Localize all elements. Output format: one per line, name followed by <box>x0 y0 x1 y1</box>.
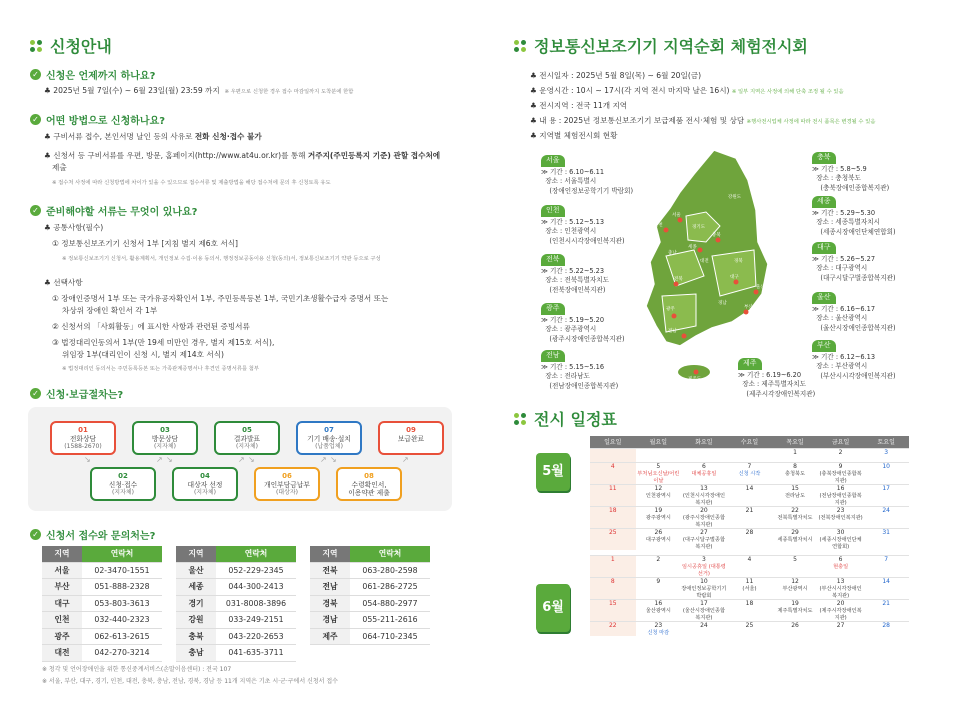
day-event: 광주광역시 <box>645 514 671 521</box>
how-text-1: ♣ 구비서류 접수, 본인서명 날인 등의 사유로 전화 신청·접수 불가 <box>44 132 262 141</box>
calendar-day <box>681 506 727 528</box>
region-sejong: 세종 ≫ 기간 : 5.29~5.30 장소 : 세종특별자치시 (세종시장애인단체연합회) <box>812 197 896 236</box>
day-number: 1 <box>610 556 615 563</box>
day-number: 3 <box>884 448 889 456</box>
day-number: 27 <box>836 622 845 629</box>
day-event: (대구시달구벌종합복지관) <box>682 536 725 550</box>
common-note: ※ 정보통신보조기기 신청서, 활용계획서, 개인정보 수집·이용 동의서, 행정정보공동이용 신청(동의)서, 정보통신보조기기 약관 등으로 구성 <box>62 256 381 262</box>
region-ulsan: 울산 ≫ 기간 : 6.16~6.17 장소 : 울산광역시 (울산시장애인종합복지관) <box>812 293 896 332</box>
map-label: 대구 <box>730 275 739 280</box>
map-label: 경기도 <box>692 225 706 230</box>
calendar-week <box>590 578 909 600</box>
map-labels <box>636 146 786 386</box>
question-how: ✓ 어떤 방법으로 신청하나요? <box>30 112 165 127</box>
calendar-day <box>590 622 636 637</box>
calendar-week <box>590 448 909 462</box>
day-event: 현충일 <box>833 564 849 570</box>
day-number: 9 <box>838 462 843 470</box>
day-number: 17 <box>700 600 708 607</box>
day-event: 신청 마감 <box>647 630 670 636</box>
how-text-2: ♣ 신청서 등 구비서류를 우편, 방문, 홈페이지(http://www.at4u.or.kr)를 통해 거주지(주민등록지 기준) 관할 접수처에 <box>44 151 441 160</box>
region-busan: 부산 ≫ 기간 : 6.12~6.13 장소 : 부산광역시 (부산시시각장애인복지관) <box>812 341 896 380</box>
optional-item-1-cont: 차상위 장애인 확인서 각 1부 <box>62 306 158 315</box>
calendar-day <box>818 462 864 484</box>
calendar-day <box>727 484 773 506</box>
step-05: 05 결과발표 (지자체) <box>214 421 280 455</box>
day-number: 19 <box>791 600 799 607</box>
exhibition-calendar: 일요일 월요일 화요일 수요일 목요일 금요일 토요일 1 2 3 4 5 부처님오신날/어린이날 6 대체공휴일 7 신청 시작 8 충청북도 9 (충북장애인종합복지관) 10 11 12 인천광역시 13 (인천시시각장애인복지관) 14 15 전라남도 16 (전남장애인종합복지관) 17 18 19 광주광역시 20 (광주시장애인종합복지관) 21 22 전북특별자치도 23 (전북장애인복지관) 24 25 26 대구광역시 27 (대구시달구벌종합복지관) 28 29 세종특별자치시 30 (세종시장애인단체연합회) 31 1 2 3 임시공휴일 (대통령선거) 4 5 6 현충일 7 8 9 10 장애인정보공학기기 박람회 11 (서울) 12 부산광역시 13 (부산시시각장애인복지관) 14 15 16 울산광역시 17 (울산시장애인종합복지관) 18 19 제주특별자치도 20 (제주시각장애인복지관) 21 22 23 신청 마감 24 25 26 27 28 <box>590 436 909 636</box>
map-label: 강원도 <box>728 195 742 200</box>
step-04: 04 대상자 선정 (지자체) <box>172 467 238 501</box>
day-event: (인천시시각장애인복지관) <box>682 492 725 506</box>
calendar-day <box>636 528 682 550</box>
calendar-day <box>818 506 864 528</box>
calendar-day <box>863 622 909 637</box>
map-label: 인천 <box>654 223 663 228</box>
calendar-day <box>590 600 636 622</box>
day-number: 1 <box>793 448 797 456</box>
calendar-week <box>590 556 909 578</box>
calendar-day <box>772 462 818 484</box>
deadline-text: ♣ 2025년 5월 7일(수) ~ 6월 23일(월) 23:59 까지 ※ 우편으로 신청한 경우 접수 마감일까지 도착분에 한함 <box>44 86 354 95</box>
day-number: 5 <box>656 462 661 470</box>
calendar-day <box>681 556 727 578</box>
arrow-icon: ↘ <box>84 455 91 464</box>
region-jeonnam: 전남 ≫ 기간 : 5.15~5.16 장소 : 전라남도 (전남장애인종합복지관) <box>541 351 619 390</box>
day-event: 전북특별자치도 <box>777 514 813 521</box>
day-event: 부산광역시 <box>782 586 808 592</box>
calendar-day <box>818 600 864 622</box>
day-number: 24 <box>700 622 708 629</box>
contact-table-2: 지역 연락처 울산 052-229-2345 세종 044-300-2413 경기 031-8008-3896 강원 033-249-2151 충북 043-220-2653 충남 041-635-3711 <box>176 546 296 662</box>
calendar-day <box>818 578 864 600</box>
calendar-day <box>772 600 818 622</box>
day-number: 7 <box>884 556 889 563</box>
info-status: ♣ 지역별 체험전시회 현황 <box>530 131 618 140</box>
info-regions: ♣ 전시지역 : 전국 11개 지역 <box>530 101 628 110</box>
day-number: 16 <box>654 600 663 607</box>
day-number: 5 <box>793 556 797 563</box>
region-gwangju: 광주 ≫ 기간 : 5.19~5.20 장소 : 광주광역시 (광주시장애인종합복지관) <box>541 304 625 343</box>
day-event: 충청북도 <box>785 470 806 477</box>
check-icon: ✓ <box>30 114 41 125</box>
check-icon: ✓ <box>30 205 41 216</box>
calendar-day <box>681 622 727 637</box>
day-number: 6 <box>838 556 843 563</box>
day-event: (울산시장애인종합복지관) <box>682 608 725 621</box>
calendar-day <box>772 448 818 462</box>
contact-table-1: 지역 연락처 서울 02-3470-1551 부산 051-888-2328 대구 053-803-3613 인천 032-440-2323 광주 062-613-2615 대전 042-270-3214 <box>42 546 162 662</box>
calendar-day <box>727 448 773 462</box>
day-number: 28 <box>745 528 754 536</box>
day-number: 12 <box>654 484 663 492</box>
calendar-day <box>863 528 909 550</box>
calendar-day <box>636 448 682 462</box>
calendar-day <box>727 578 773 600</box>
calendar-day <box>772 556 818 578</box>
calendar-day <box>863 448 909 462</box>
day-event: (부산시시각장애인복지관) <box>819 586 862 599</box>
day-event: 인천광역시 <box>645 492 671 499</box>
section-title-exhibition: 정보통신보조기기 지역순회 체험전시회 <box>514 34 808 57</box>
day-number: 13 <box>700 484 708 492</box>
map-label: 충남 <box>668 251 677 256</box>
check-icon: ✓ <box>30 69 41 80</box>
step-08: 08 수령확인서, 이용약관 제출 <box>336 467 402 501</box>
step-09: 09 보급완료 <box>378 421 444 455</box>
day-number: 18 <box>608 506 617 514</box>
optional-item-3-cont: 위임장 1부(대리인이 신청 시, 별지 제14호 서식) <box>62 350 225 359</box>
day-number: 11 <box>608 484 617 492</box>
optional-heading: ♣ 선택사항 <box>44 278 83 287</box>
calendar-day <box>681 600 727 622</box>
day-event: 전라남도 <box>785 492 806 499</box>
calendar-week <box>590 600 909 622</box>
day-event: (광주시장애인종합복지관) <box>682 514 725 528</box>
calendar-day <box>681 528 727 550</box>
calendar-day <box>636 622 682 637</box>
info-date: ♣ 전시일자 : 2025년 5월 8일(목) ~ 6월 20일(금) <box>530 71 702 80</box>
calendar-day <box>863 578 909 600</box>
map-label: 전북 <box>674 277 683 282</box>
day-number: 21 <box>882 600 890 607</box>
step-03: 03 방문상담 (지자체) <box>132 421 198 455</box>
day-number: 20 <box>836 600 845 607</box>
calendar-day <box>590 484 636 506</box>
day-number: 21 <box>745 506 754 514</box>
dots-icon <box>514 40 526 52</box>
day-event: (서울) <box>742 586 757 592</box>
day-number: 28 <box>882 622 890 629</box>
arrow-icon: ↗ <box>402 455 409 464</box>
calendar-day <box>636 556 682 578</box>
region-incheon: 인천 ≫ 기간 : 5.12~5.13 장소 : 인천광역시 (인천시시각장애인복지관) <box>541 206 625 245</box>
map-label: 울산 <box>756 285 765 290</box>
calendar-day <box>818 448 864 462</box>
day-event: (제주시각장애인복지관) <box>819 608 862 621</box>
map-label: 부산 <box>744 305 753 310</box>
day-number: 10 <box>700 578 708 585</box>
day-number: 25 <box>608 528 617 536</box>
calendar-day <box>590 506 636 528</box>
arrow-icon: ↗ <box>156 455 163 464</box>
region-seoul: 서울 ≫ 기간 : 6.10~6.11 장소 : 서울특별시 (장애인정보공학기기 박람회) <box>541 156 634 195</box>
arrow-icon: ↘ <box>166 455 173 464</box>
day-number: 30 <box>836 528 845 536</box>
day-number: 2 <box>838 448 843 456</box>
calendar-day <box>818 484 864 506</box>
calendar-day <box>590 528 636 550</box>
calendar-day <box>727 528 773 550</box>
june-weeks <box>590 556 909 637</box>
calendar-day <box>681 462 727 484</box>
day-number: 14 <box>882 578 890 585</box>
day-number: 19 <box>654 506 663 514</box>
region-daegu: 대구 ≫ 기간 : 5.26~5.27 장소 : 대구광역시 (대구시달구벌종합복지관) <box>812 243 896 282</box>
calendar-day <box>636 484 682 506</box>
map-label: 경남 <box>718 301 727 306</box>
step-06: 06 개인부담금납부 (대상자) <box>254 467 320 501</box>
day-number: 2 <box>656 556 661 563</box>
calendar-day <box>818 528 864 550</box>
optional-item-2: ② 신청서의 「사회활동」에 표시한 사항과 관련된 증빙서류 <box>52 322 250 331</box>
optional-item-3: ③ 법정대리인동의서 1부(만 19세 미만인 경우, 별지 제15호 서식), <box>52 338 275 347</box>
calendar-day <box>863 484 909 506</box>
day-number: 6 <box>701 462 706 470</box>
calendar-week <box>590 484 909 506</box>
day-number: 20 <box>700 506 708 514</box>
section-title-application: 신청안내 <box>30 34 112 57</box>
calendar-day <box>818 556 864 578</box>
region-chungbuk: 충북 ≫ 기간 : 5.8~5.9 장소 : 충청북도 (충북장애인종합복지관) <box>812 153 890 192</box>
check-icon: ✓ <box>30 388 41 399</box>
day-number: 4 <box>610 462 615 470</box>
optional-item-1: ① 장애인증명서 1부 또는 국가유공자확인서 1부, 주민등록등본 1부, 국민기초생활수급자 증명서 또는 <box>52 294 389 303</box>
calendar-day <box>863 506 909 528</box>
day-event: 임시공휴일 (대통령선거) <box>682 564 726 577</box>
arrow-icon: ↘ <box>248 455 255 464</box>
section-title-schedule: 전시 일정표 <box>514 407 617 430</box>
calendar-day <box>863 556 909 578</box>
day-event: 대체공휴일 <box>691 470 717 477</box>
map-label: 세종 <box>688 245 697 250</box>
optional-note: ※ 법정대리인 동의서는 주민등록등본 또는 가족관계증명서나 후견인 증명서류를 첨부 <box>62 366 259 372</box>
calendar-day <box>636 578 682 600</box>
common-heading: ♣ 공통사항(필수) <box>44 223 104 232</box>
map-label: 제주도 <box>688 377 702 382</box>
arrow-icon: ↘ <box>330 455 337 464</box>
process-flow <box>28 407 452 511</box>
calendar-day <box>772 622 818 637</box>
calendar-day <box>636 506 682 528</box>
calendar-day <box>863 600 909 622</box>
calendar-day <box>727 462 773 484</box>
step-02: 02 신청·접수 (지자체) <box>90 467 156 501</box>
day-number: 31 <box>882 528 890 536</box>
day-number: 12 <box>791 578 799 585</box>
question-documents: ✓ 준비해야할 서류는 무엇이 있나요? <box>30 203 198 218</box>
how-text-2-cont: 제출 <box>52 163 67 172</box>
step-07: 07 기기 배송·설치 (납품업체) <box>296 421 362 455</box>
calendar-day <box>681 448 727 462</box>
may-weeks <box>590 448 909 550</box>
day-number: 8 <box>610 578 615 585</box>
question-when: ✓ 신청은 언제까지 하나요? <box>30 67 155 82</box>
arrow-icon: ↗ <box>320 455 327 464</box>
day-event: 울산광역시 <box>645 608 671 614</box>
day-event: 장애인정보공학기기 박람회 <box>681 586 727 599</box>
day-number: 23 <box>836 506 845 514</box>
calendar-day <box>772 578 818 600</box>
map-label: 광주 <box>666 307 675 312</box>
day-number: 7 <box>747 462 752 470</box>
day-number: 16 <box>836 484 845 492</box>
day-event: (충북장애인종합복지관) <box>819 470 862 484</box>
calendar-day <box>590 448 636 462</box>
day-number: 17 <box>882 484 890 492</box>
footnote-relay: ※ 청각 및 언어장애인을 위한 통신중계서비스(손말이음센터) : 전국 107 <box>42 666 232 673</box>
step-01: 01 전화상담 (1588-2670) <box>50 421 116 455</box>
info-hours: ♣ 운영시간 : 10시 ~ 17시(각 지역 전시 마지막 날은 16시) ※ 일부 지역은 사정에 의해 단축 조정 될 수 있음 <box>530 86 844 95</box>
check-icon: ✓ <box>30 529 41 540</box>
month-may-badge: 5월 <box>536 453 570 491</box>
map-label: 전남 <box>668 329 677 334</box>
day-number: 15 <box>608 600 617 607</box>
day-number: 9 <box>656 578 661 585</box>
map-label: 대전 <box>700 259 709 264</box>
day-number: 11 <box>745 578 754 585</box>
day-number: 13 <box>836 578 845 585</box>
calendar-day <box>818 622 864 637</box>
day-event: 신청 시작 <box>738 470 761 477</box>
arrow-icon: ↗ <box>238 455 245 464</box>
dots-icon <box>30 40 42 52</box>
region-jeju: 제주 ≫ 기간 : 6.19~6.20 장소 : 제주특별자치도 (제주시각장애인복지관) <box>738 359 816 398</box>
calendar-day <box>727 622 773 637</box>
day-event: 대구광역시 <box>645 536 671 543</box>
calendar-day <box>772 484 818 506</box>
how-note: ※ 접수처 사정에 따라 신청방법에 차이가 있을 수 있으므로 접수서류 및 제출방법을 해당 접수처에 문의 후 신청토록 유도 <box>52 180 331 186</box>
info-content: ♣ 내 용 : 2025년 정보통신보조기기 보급제품 전시·체험 및 상담 ※행사전시업체 사정에 따라 전시 품목은 변경될 수 있음 <box>530 116 876 125</box>
day-number: 8 <box>793 462 797 470</box>
calendar-day <box>590 462 636 484</box>
calendar-week <box>590 528 909 550</box>
calendar-day <box>636 462 682 484</box>
footnote-regions: ※ 서울, 부산, 대구, 경기, 인천, 대전, 충북, 충남, 전남, 경북, 경남 등 11개 지역은 기초 시·군·구에서 신청서 접수 <box>42 678 338 685</box>
day-number: 14 <box>745 484 754 492</box>
map-label: 경북 <box>734 259 743 264</box>
day-number: 3 <box>701 556 706 563</box>
day-number: 26 <box>791 622 799 629</box>
calendar-week <box>590 506 909 528</box>
day-event: (전북장애인복지관) <box>818 514 863 521</box>
day-event: (전남장애인종합복지관) <box>819 492 862 506</box>
calendar-day <box>727 556 773 578</box>
calendar-day <box>636 600 682 622</box>
contact-table-3: 지역 연락처 전북 063-280-2598 전남 061-286-2725 경북 054-880-2977 경남 055-211-2616 제주 064-710-2345 <box>310 546 430 645</box>
calendar-week <box>590 622 909 637</box>
day-number: 23 <box>654 622 663 629</box>
calendar-week <box>590 462 909 484</box>
calendar-day <box>681 484 727 506</box>
month-june-badge: 6월 <box>536 584 570 632</box>
day-number: 26 <box>654 528 663 536</box>
day-event: 제주특별자치도 <box>777 608 813 614</box>
calendar-day <box>727 600 773 622</box>
calendar-day <box>772 528 818 550</box>
day-event: 부처님오신날/어린이날 <box>637 470 680 484</box>
question-contacts: ✓ 신청서 접수와 문의처는? <box>30 527 155 542</box>
calendar-day <box>727 506 773 528</box>
day-number: 18 <box>745 600 754 607</box>
map-label: 충북 <box>712 233 721 238</box>
region-jeonbuk: 전북 ≫ 기간 : 5.22~5.23 장소 : 전북특별자치도 (전북장애인복지관) <box>541 255 609 294</box>
day-number: 15 <box>791 484 799 492</box>
day-number: 22 <box>608 622 617 629</box>
calendar-day <box>772 506 818 528</box>
question-process: ✓ 신청·보급절차는? <box>30 386 123 401</box>
dots-icon <box>514 413 526 425</box>
common-item-1: ① 정보통신보조기기 신청서 1부 [지침 별지 제6호 서식] <box>52 239 239 248</box>
day-number: 27 <box>700 528 708 536</box>
calendar-day <box>863 462 909 484</box>
map-label: 서울 <box>672 213 681 218</box>
day-number: 4 <box>747 556 752 563</box>
day-event: 세종특별자치시 <box>777 536 813 543</box>
day-number: 29 <box>791 528 799 536</box>
calendar-day <box>681 578 727 600</box>
day-number: 24 <box>882 506 890 514</box>
day-number: 10 <box>882 462 890 470</box>
day-number: 25 <box>745 622 754 629</box>
calendar-day <box>590 578 636 600</box>
day-number: 22 <box>791 506 799 514</box>
calendar-day <box>590 556 636 578</box>
day-event: (세종시장애인단체연합회) <box>819 536 862 550</box>
